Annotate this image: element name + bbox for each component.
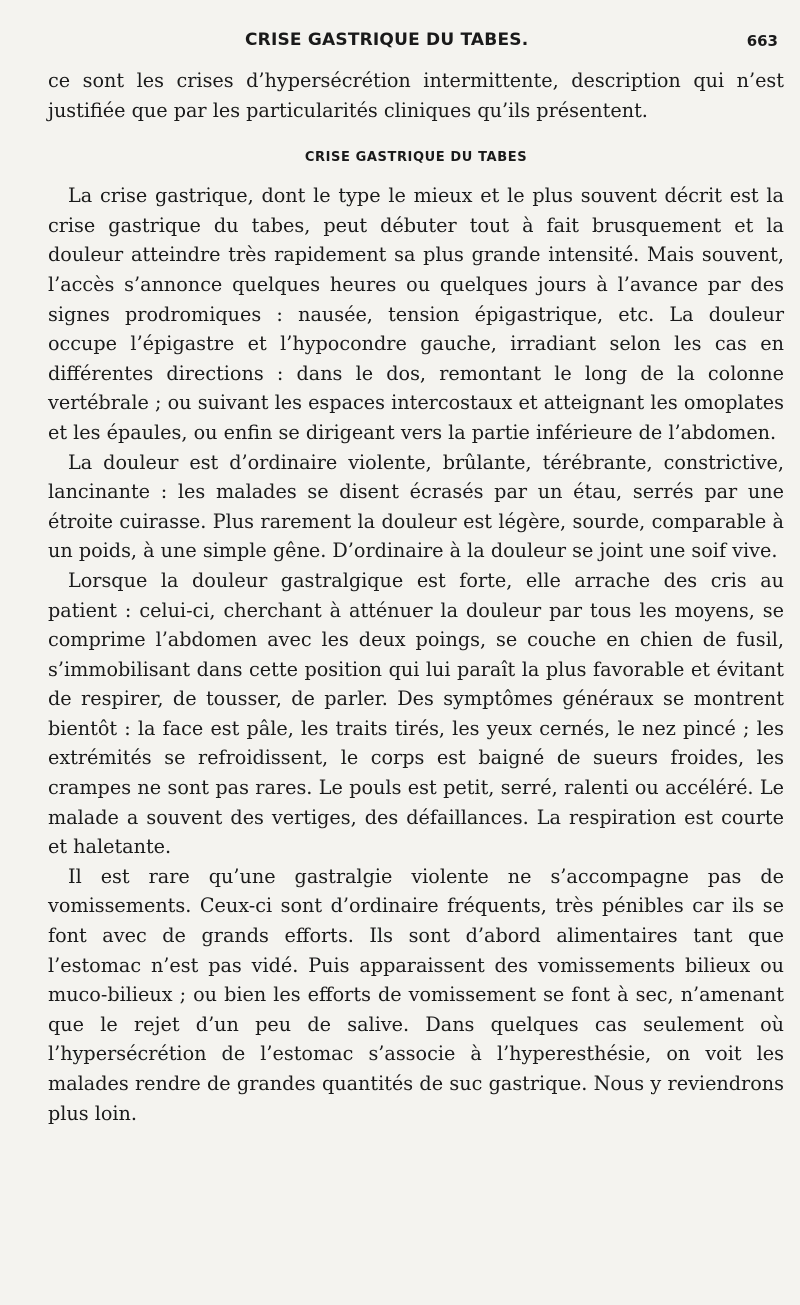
body-text xyxy=(48,66,784,1128)
running-title: CRISE GASTRIQUE DU TABES. xyxy=(245,30,529,50)
page-number: 663 xyxy=(746,32,778,50)
paragraph-onset: La crise gastrique, dont le type le mieux et le plus souvent décrit est la crise gastrique du tabes, peut débuter tout à fait brusquement et la douleur atteindre très rapidement sa plus grande intensité. Mais souvent, l’accès s’annonce quelques heures ou quelques jours à l’avance par des signes prodromiques : nausée, tension épigastrique, etc. La douleur occupe l’épigastre et l’hypocondre gauche, irradiant selon les cas en différentes directions : dans le dos, remontant le long de la colonne vertébrale ; ou suivant les espaces intercostaux et atteignant les omoplates et les épaules, ou enfin se dirigeant vers la partie inférieure de l’abdomen. xyxy=(48,184,784,444)
intro-paragraph: ce sont les crises d’hypersécrétion intermittente, description qui n’est justifiée que par les particularités cliniques qu’ils présentent. xyxy=(48,69,784,122)
paragraph-pain-character: La douleur est d’ordinaire violente, brûlante, térébrante, constrictive, lancinante : les malades se disent écrasés par un étau, serrés par une étroite cuirasse. Plus rarement la douleur est légère, sourde, comparable à un poids, à une simple gêne. D’ordinaire à la douleur se joint une soif vive. xyxy=(48,450,784,563)
running-head xyxy=(0,30,800,58)
section-heading: CRISE GASTRIQUE DU TABES xyxy=(304,150,528,166)
paragraph-general-symptoms: Lorsque la douleur gastralgique est forte, elle arrache des cris au patient : celui-ci, cherchant à atténuer la douleur par tous les moyens, se comprime l’abdomen avec les deux poings, se couche en chien de fusil, s’immobilisant dans cette position qui lui paraît la plus favorable et évitant de respirer, de tousser, de parler. Des symptômes généraux se montrent bientôt : la face est pâle, les traits tirés, les yeux cernés, le nez pincé ; les extrémités se refroidissent, le corps est baigné de sueurs froides, les crampes ne sont pas rares. Le pouls est petit, serré, ralenti ou accéléré. Le malade a souvent des vertiges, des défaillances. La respiration est courte et haletante. xyxy=(48,568,784,859)
paragraph-vomiting: Il est rare qu’une gastralgie violente ne s’accompagne pas de vomissements. Ceux-ci sont d’ordinaire fréquents, très pénibles car ils se font avec de grands efforts. Ils sont d’abord alimentaires tant que l’estomac n’est pas vidé. Puis apparaissent des vomissements bilieux ou muco-bilieux ; ou bien les efforts de vomissement se font à sec, n’amenant que le rejet d’un peu de salive. Dans quelques cas seulement où l’hypersécrétion de l’estomac s’associe à l’hyperesthésie, on voit les malades rendre de grandes quantités de suc gastrique. Nous y reviendrons plus loin. xyxy=(48,864,784,1125)
